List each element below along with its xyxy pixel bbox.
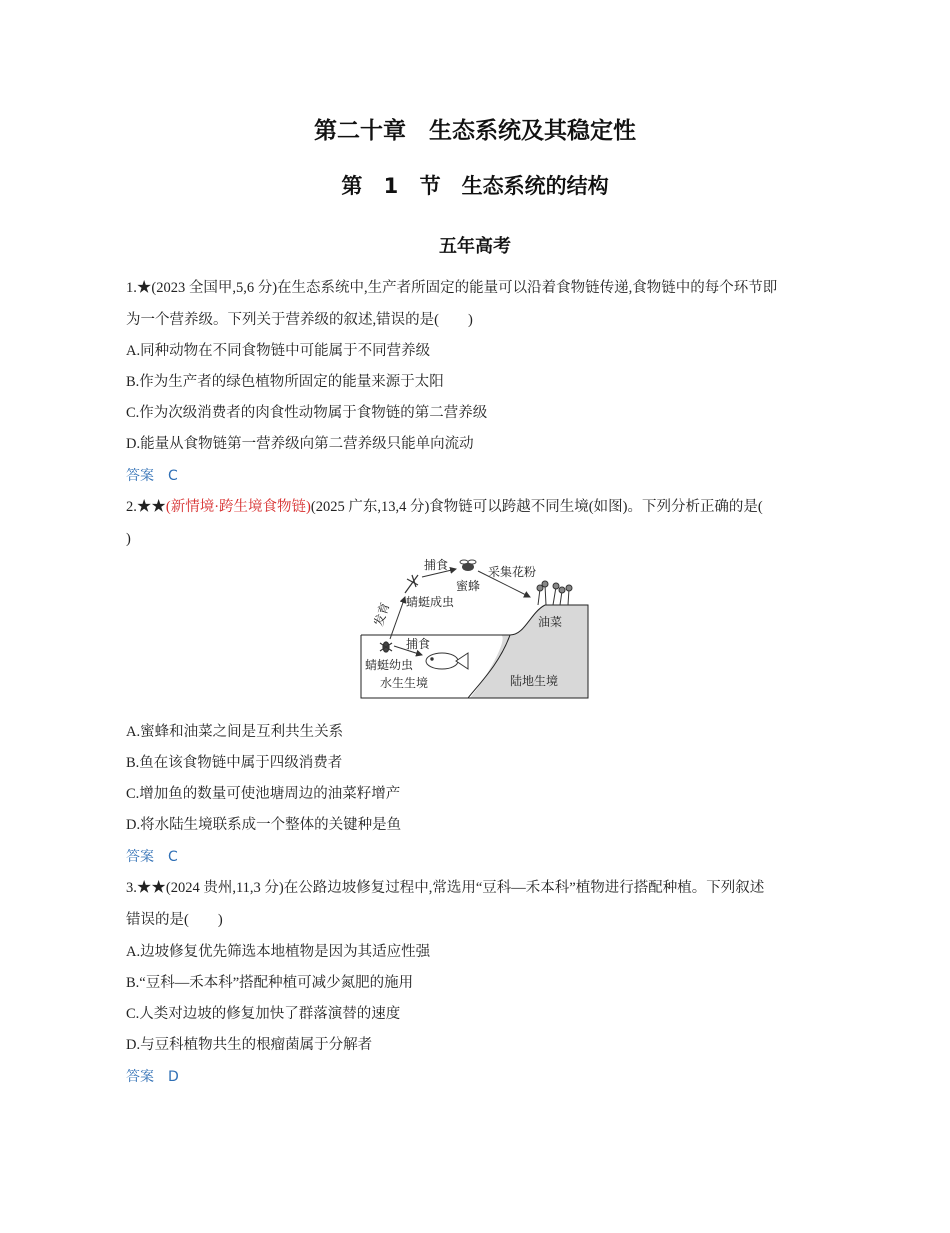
- question-3-option-b: B.“豆科—禾本科”搭配种植可减少氮肥的施用: [126, 975, 414, 991]
- question-2-stem-text: (2025 广东,13,4 分)食物链可以跨越不同生境(如图)。下列分析正确的是(: [310, 499, 763, 515]
- question-1-stem-line-1: 1.★(2023 全国甲,5,6 分)在生态系统中,生产者所固定的能量可以沿着食物链传递,食物链中的每个环节即: [126, 280, 778, 296]
- question-3-option-a: A.边坡修复优先筛选本地植物是因为其适应性强: [126, 944, 431, 960]
- question-3-option-d: D.与豆科植物共生的根瘤菌属于分解者: [126, 1037, 373, 1053]
- question-2-stem-line-1: [126, 497, 826, 517]
- answer-value: C: [168, 849, 178, 865]
- rapeseed-plant-icon: [537, 581, 572, 605]
- question-2-stem-line-2: ): [126, 531, 131, 547]
- question-3-option-c: C.人类对边坡的修复加快了群落演替的速度: [126, 1006, 401, 1022]
- question-2-option-a: A.蜜蜂和油菜之间是互利共生关系: [126, 724, 344, 740]
- question-2-answer: [126, 847, 826, 867]
- label-develop: 发育: [371, 600, 393, 628]
- question-1-option-b: B.作为生产者的绿色植物所固定的能量来源于太阳: [126, 374, 444, 390]
- subsection-title: 五年高考: [439, 236, 511, 257]
- label-prey-lower: 捕食: [406, 637, 431, 651]
- label-terrestrial-habitat: 陆地生境: [510, 674, 559, 688]
- question-3-stem-line-2: 错误的是( ): [126, 912, 223, 928]
- question-3-answer: [126, 1067, 826, 1087]
- question-2-option-c: C.增加鱼的数量可使池塘周边的油菜籽增产: [126, 786, 401, 802]
- answer-label: 答案: [126, 1069, 154, 1085]
- label-larva: 蜻蜓幼虫: [365, 658, 414, 672]
- bee-icon: [460, 560, 476, 571]
- label-bee: 蜜蜂: [456, 579, 481, 593]
- label-aquatic-habitat: 水生生境: [380, 676, 429, 690]
- label-adult-dragonfly: 蜻蜓成虫: [406, 595, 455, 609]
- question-2-option-b: B.鱼在该食物链中属于四级消费者: [126, 755, 343, 771]
- question-2-context-tag: (新情境·跨生境食物链): [165, 499, 311, 515]
- question-1-answer: [126, 466, 826, 486]
- food-chain-figure: [360, 553, 590, 701]
- section-title: 第 1 节 生态系统的结构: [341, 174, 609, 198]
- question-2-prefix: 2.★★: [126, 499, 166, 515]
- answer-value: C: [168, 468, 178, 484]
- question-1-option-c: C.作为次级消费者的肉食性动物属于食物链的第二营养级: [126, 405, 488, 421]
- question-1-option-a: A.同种动物在不同食物链中可能属于不同营养级: [126, 343, 431, 359]
- question-1-stem-line-2: 为一个营养级。下列关于营养级的叙述,错误的是( ): [126, 312, 473, 328]
- chapter-title: 第二十章 生态系统及其稳定性: [314, 118, 636, 144]
- question-2-option-d: D.将水陆生境联系成一个整体的关键种是鱼: [126, 817, 402, 833]
- label-prey-upper: 捕食: [424, 558, 449, 572]
- label-collect-pollen: 采集花粉: [488, 565, 537, 579]
- answer-label: 答案: [126, 468, 154, 484]
- question-3-stem-line-1: 3.★★(2024 贵州,11,3 分)在公路边坡修复过程中,常选用“豆科—禾本科”植物进行搭配种植。下列叙述: [126, 880, 765, 896]
- label-rapeseed: 油菜: [538, 615, 563, 629]
- question-1-option-d: D.能量从食物链第一营养级向第二营养级只能单向流动: [126, 436, 474, 452]
- answer-label: 答案: [126, 849, 154, 865]
- arrow-develop: [390, 597, 405, 639]
- adult-dragonfly-icon: [405, 575, 418, 593]
- answer-value: D: [168, 1069, 179, 1085]
